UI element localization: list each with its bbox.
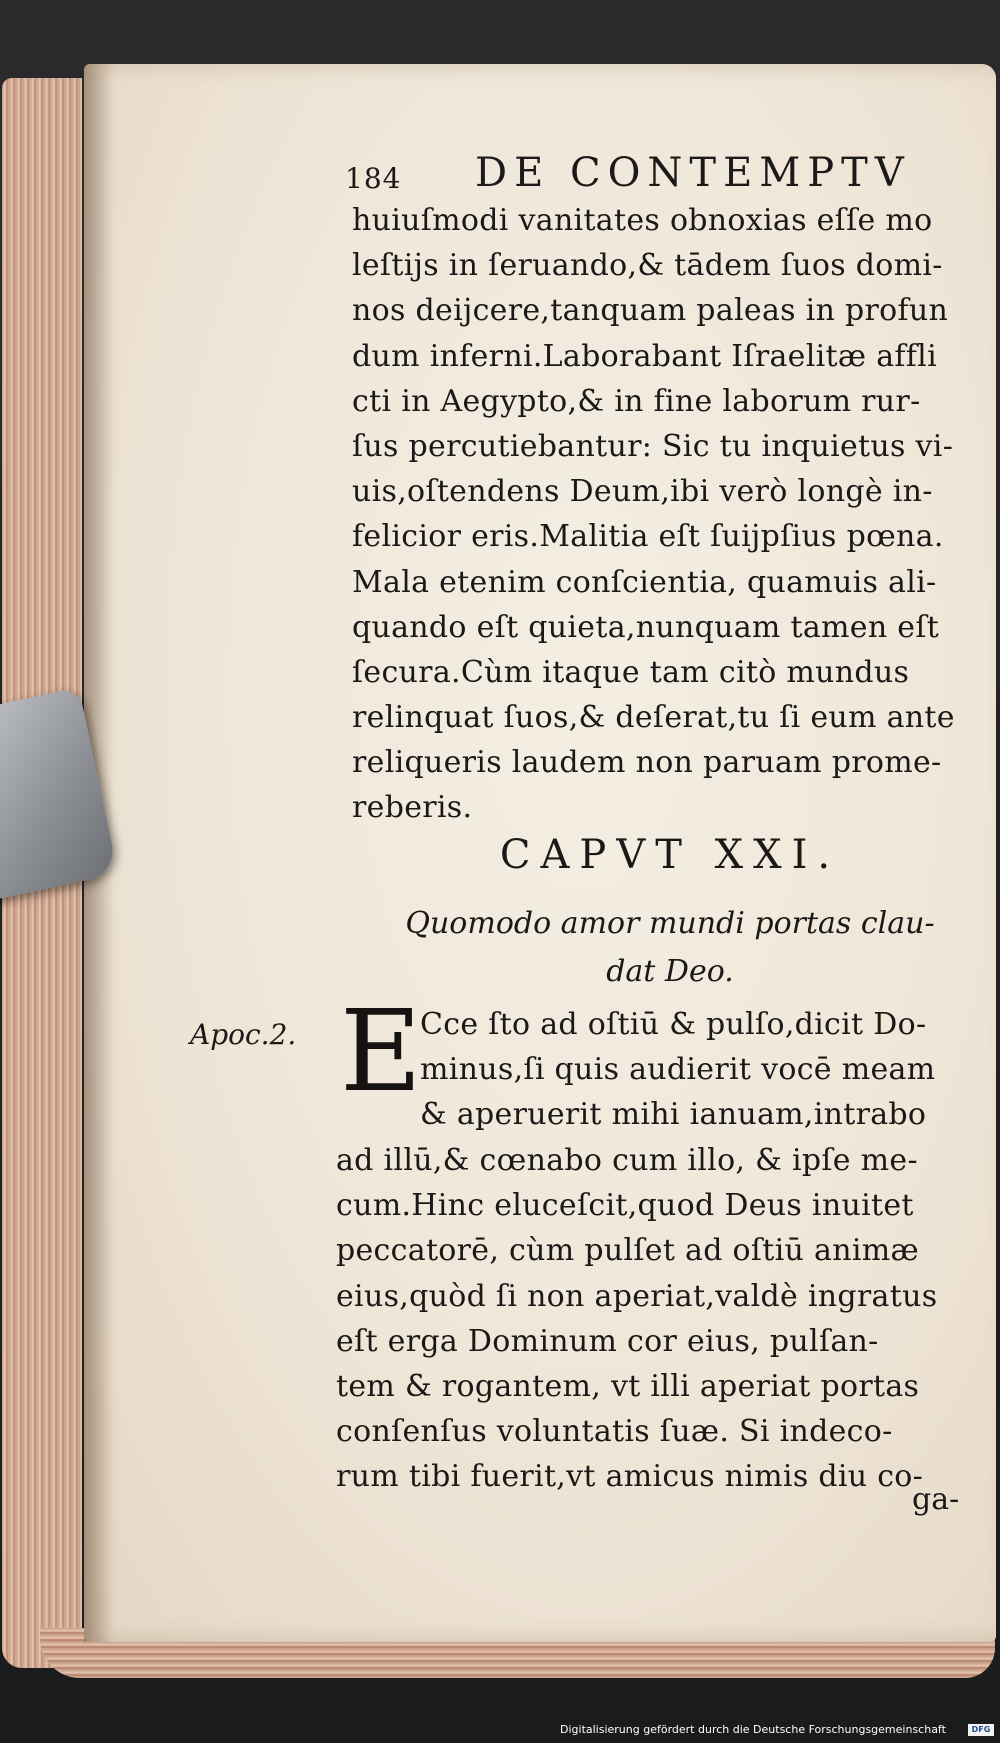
- body-text-bottom: [336, 1138, 937, 1500]
- text-line: ſus percutiebantur: Sic tu inquietus vi-: [352, 428, 954, 464]
- text-line: eſt erga Dominum cor eius, pulſan-: [336, 1323, 879, 1359]
- page-number: 184: [345, 162, 402, 195]
- text-line: minus,ſi quis audierit vocē meam: [420, 1052, 936, 1088]
- text-line: Mala etenim conſcientia, quamuis ali-: [352, 564, 937, 600]
- page-header: [345, 150, 911, 202]
- chapter-subtitle: [390, 900, 950, 996]
- text-line: tem & rogantem, vt illi aperiat portas: [336, 1368, 920, 1404]
- text-line: uis,oſtendens Deum,ibi verò longè in-: [352, 474, 933, 510]
- chapter-subtitle-line: dat Deo.: [606, 954, 734, 989]
- text-line: reberis.: [352, 790, 473, 826]
- margin-note: Apoc.2.: [190, 1018, 297, 1051]
- drop-cap-lines: [420, 1002, 935, 1138]
- text-line: ad illū,& cœnabo cum illo, & ipſe me-: [336, 1143, 918, 1178]
- body-text-top: [352, 198, 955, 831]
- text-line: reliqueris laudem non paruam prome-: [352, 745, 942, 781]
- text-line: ſecura.Cùm itaque tam citò mundus: [352, 654, 910, 690]
- text-line: rum tibi fuerit,vt amicus nimis diu co-: [336, 1459, 924, 1495]
- text-line: & aperuerit mihi ianuam,intrabo: [420, 1097, 927, 1133]
- text-line: Cce ſto ad oſtiū & pulſo,dicit Do-: [420, 1007, 927, 1042]
- drop-cap: E: [340, 987, 422, 1117]
- text-line: cum.Hinc eluceſcit,quod Deus inuitet: [336, 1188, 914, 1224]
- chapter-title: CAPVT XXI.: [499, 832, 841, 878]
- text-line: felicior eris.Malitia eſt ſuijpſius pœna.: [352, 519, 944, 555]
- catchword: ga-: [912, 1482, 960, 1517]
- text-line: eius,quòd ſi non aperiat,valdè ingratus: [336, 1278, 938, 1314]
- text-line: relinquat ſuos,& deſerat,tu ſi eum ante: [352, 700, 955, 736]
- text-line: cti in Aegypto,& in fine laborum rur-: [352, 383, 921, 419]
- text-line: huiuſmodi vanitates obnoxias eſſe mo: [352, 203, 933, 238]
- text-line: leſtijs in ſeruando,& tādem ſuos domi-: [352, 248, 943, 284]
- running-title: DE CONTEMPTV: [475, 150, 911, 196]
- chapter-subtitle-line: Quomodo amor mundi portas clau-: [405, 906, 935, 941]
- text-line: dum inferni.Laborabant Iſraelitæ affli: [352, 338, 937, 374]
- text-line: nos deijcere,tanquam paleas in profun: [352, 293, 949, 329]
- text-line: peccatorē, cùm pulſet ad oſtiū animæ: [336, 1233, 919, 1269]
- dfg-logo-icon: DFG: [968, 1724, 994, 1736]
- text-line: quando eſt quieta,nunquam tamen eſt: [352, 609, 940, 645]
- text-line: conſenſus voluntatis ſuæ. Si indeco-: [336, 1414, 893, 1450]
- digitization-credit: Digitalisierung gefördert durch die Deutsche Forschungsgemeinschaft: [560, 1723, 946, 1736]
